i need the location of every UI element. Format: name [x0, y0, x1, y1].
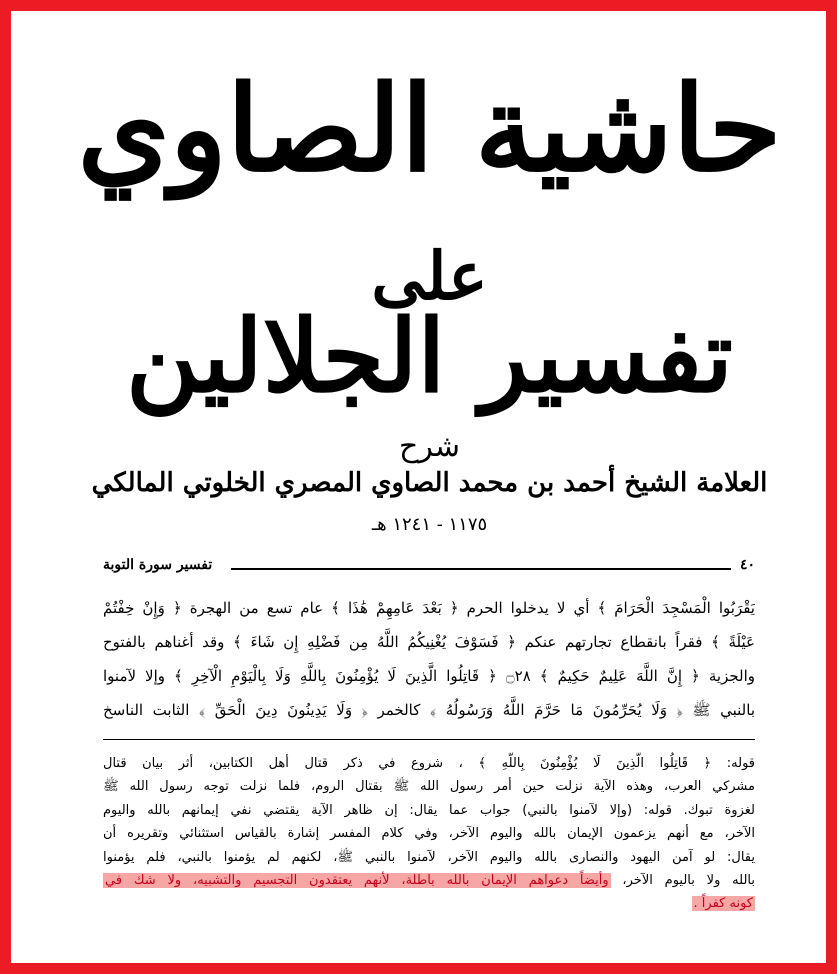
tafsir-text-block [103, 591, 755, 727]
tafsir-line: يَقْرَبُوا الْمَسْجِدَ الْحَرَامَ ﴾ أي لا يدخلوا الحرم ﴿ بَعْدَ عَامِهِمْ هَٰذَا ﴾ عام تسع من الهجرة ﴿ وَإِنْ خِفْتُمْ [103, 599, 755, 617]
highlighted-passage-end: كونه كفراً . [693, 896, 753, 912]
author-name: العلامة الشيخ أحمد بن محمد الصاوي المصري الخلوتي المالكي [91, 468, 768, 498]
tafsir-line: بالنبي ﷺ ﴿ وَلَا يُحَرِّمُونَ مَا حَرَّمَ اللَّهُ وَرَسُولُهُ ﴾ كالخمر ﴿ وَلَا يَدِينُونَ دِينَ الْحَقِّ ﴾ الثابت الناسخ [103, 701, 755, 719]
footnote-separator [103, 739, 755, 740]
book-subtitle: تفسير الجلالين [125, 297, 734, 415]
book-title: حاشية الصاوي [77, 59, 782, 198]
commentary-line [103, 869, 755, 892]
running-title: تفسير سورة التوبة [103, 557, 213, 573]
author-years: ١١٧٥ - ١٢٤١ هـ [371, 514, 488, 535]
page-number: ٤٠ [739, 557, 755, 573]
commentary-text: بالله ولا باليوم الآخر، [610, 872, 755, 888]
commentary-line: قوله: ﴿ قَاتِلُوا الَّذِينَ لَا يُؤْمِنُونَ بِاللَّهِ ﴾ ، شروع في ذكر قتال أهل الكتابين، أثر بيان قتال [103, 756, 755, 771]
commentary-line: الآخر، مع أنهم يزعمون الإيمان بالله واليوم الآخر، وفي كلام المفسر إشارة بالقياس استثنائي وتقريره أن [103, 826, 755, 842]
commentary-line: مشركي العرب، وهذه الآية نزلت حين أمر رسول الله ﷺ بقتال الروم، فلما نزلت توجه رسول الله ﷺ [103, 779, 755, 795]
commentary-line: يقال: لو آمن اليهود والنصارى بالله واليوم الآخر، لآمنوا بالنبي ﷺ، لكنهم لم يؤمنوا بالنبي، فلم يؤمنوا [103, 849, 755, 865]
title-connector: على [371, 237, 488, 315]
highlighted-passage: وأيضاً دعواهم الإيمان بالله باطلة، لأنهم يعتقدون التجسيم والتشبيه، ولا شك في [105, 872, 609, 888]
commentary-line: لغزوة تبوك. قوله: (وإلا لآمنوا بالنبي) جواب عما يقال: إن ظاهر الآية يقتضي نفي إيمانهم بالله واليوم [103, 802, 755, 818]
commentary-block [103, 752, 755, 916]
tafsir-line: والجزية ﴿ إِنَّ اللَّهَ عَلِيمٌ حَكِيمٌ ﴾ ۝٢٨ ﴿ قَاتِلُوا الَّذِينَ لَا يُؤْمِنُونَ بِاللَّهِ وَلَا بِالْيَوْمِ الْآخِرِ ﴾ وإلا لآمنوا [103, 667, 755, 685]
sharh-label: شرح [398, 429, 461, 464]
header-rule [231, 568, 731, 570]
tafsir-line: عَيْلَةً ﴾ فقراً بانقطاع تجارتهم عنكم ﴿ فَسَوْفَ يُغْنِيكُمُ اللَّهُ مِن فَضْلِهِ إِن شَاءَ ﴾ وقد أغناهم بالفتوح [103, 633, 755, 651]
page-header [103, 551, 755, 581]
commentary-line [103, 892, 755, 915]
